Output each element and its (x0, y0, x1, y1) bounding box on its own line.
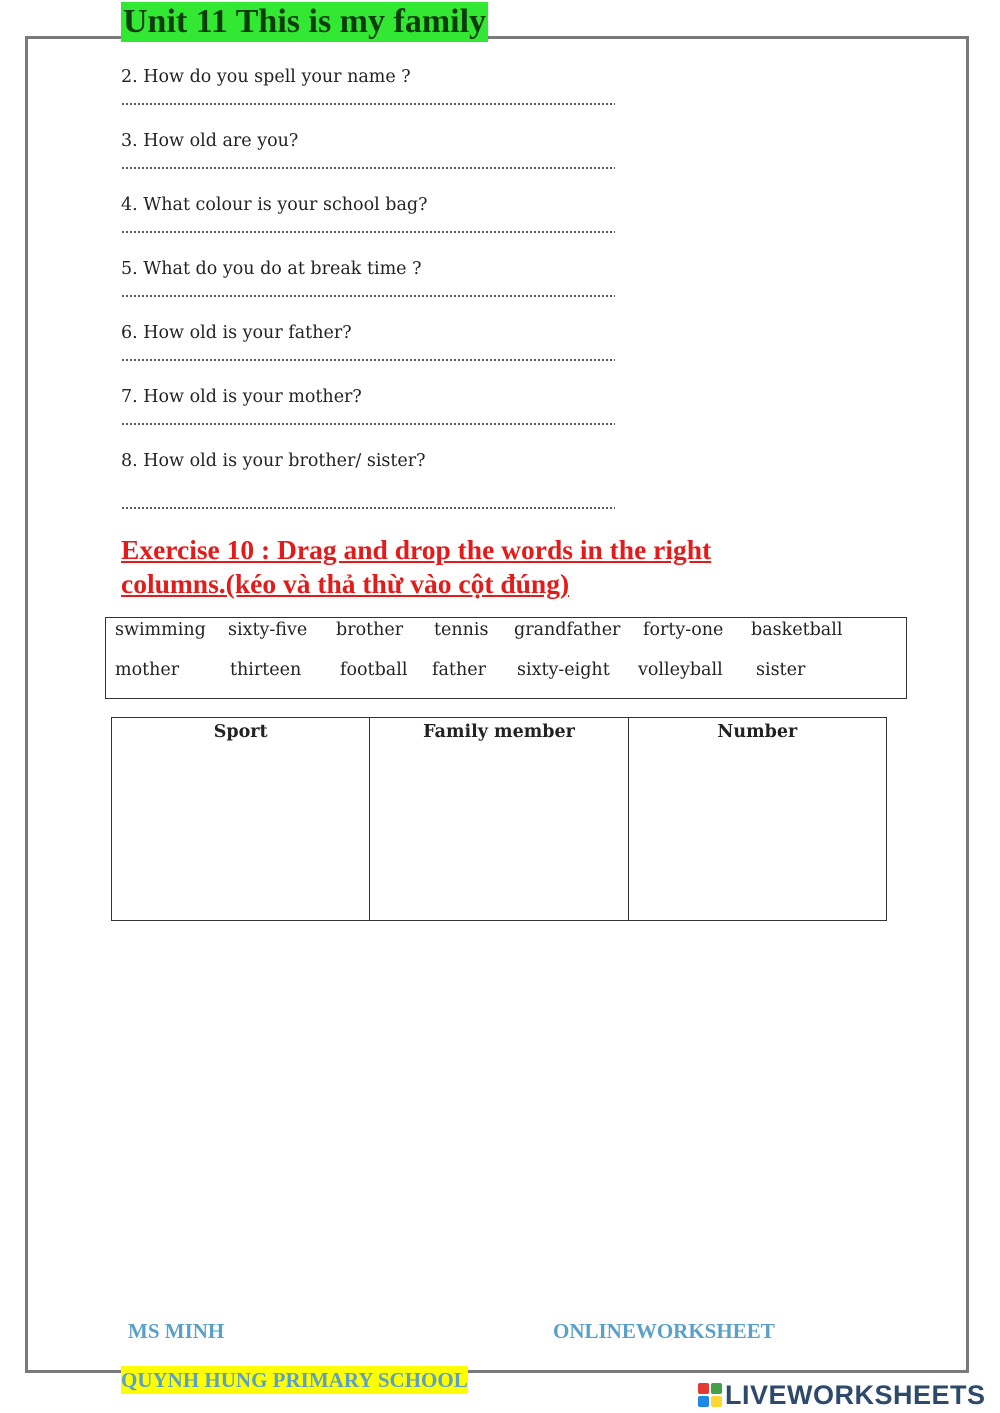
answer-line-7[interactable] (121, 422, 615, 426)
word-father[interactable]: father (432, 660, 486, 680)
word-basketball[interactable]: basketball (751, 620, 843, 640)
word-grandfather[interactable]: grandfather (514, 620, 621, 640)
sorting-table (111, 717, 887, 921)
question-3: 3. How old are you? (121, 131, 299, 151)
answer-line-8[interactable] (121, 506, 615, 510)
question-7: 7. How old is your mother? (121, 387, 362, 407)
drop-column-sport[interactable] (112, 718, 370, 920)
question-4: 4. What colour is your school bag? (121, 195, 428, 215)
word-forty-one[interactable]: forty-one (643, 620, 724, 640)
column-header-sport: Sport (213, 722, 268, 742)
page-title: Unit 11 This is my family (123, 3, 487, 40)
exercise-title: Exercise 10 : Drag and drop the words in the right columns.(kéo và thả thừ vào cột đúng) (121, 534, 712, 599)
word-brother[interactable]: brother (336, 620, 404, 640)
liveworksheets-wordmark: LIVEWORKSHEETS (725, 1379, 986, 1410)
answer-line-6[interactable] (121, 358, 615, 362)
word-sixty-eight[interactable]: sixty-eight (517, 660, 610, 680)
word-volleyball[interactable]: volleyball (638, 660, 723, 680)
answer-line-4[interactable] (121, 230, 615, 234)
answer-line-2[interactable] (121, 102, 615, 106)
word-bank (105, 617, 907, 699)
question-2: 2. How do you spell your name ? (121, 67, 411, 87)
question-6: 6. How old is your father? (121, 323, 352, 343)
column-header-family-member: Family member (423, 722, 575, 742)
column-header-number: Number (717, 722, 798, 742)
word-sixty-five[interactable]: sixty-five (228, 620, 308, 640)
question-5: 5. What do you do at break time ? (121, 259, 422, 279)
word-sister[interactable]: sister (756, 660, 806, 680)
footer-site: ONLINEWORKSHEET (553, 1319, 775, 1343)
word-swimming[interactable]: swimming (115, 620, 206, 640)
drop-column-family-member[interactable] (370, 718, 628, 920)
page-border (25, 36, 969, 1373)
word-football[interactable]: football (340, 660, 408, 680)
liveworksheets-logo-icon (697, 1382, 723, 1408)
word-thirteen[interactable]: thirteen (230, 660, 302, 680)
answer-line-3[interactable] (121, 166, 615, 170)
question-8: 8. How old is your brother/ sister? (121, 451, 426, 471)
footer-teacher: MS MINH (128, 1319, 225, 1343)
word-tennis[interactable]: tennis (434, 620, 489, 640)
drop-column-number[interactable] (629, 718, 886, 920)
liveworksheets-brand (697, 1378, 986, 1412)
answer-line-5[interactable] (121, 294, 615, 298)
word-mother[interactable]: mother (115, 660, 180, 680)
footer-school: QUYNH HUNG PRIMARY SCHOOL (121, 1368, 468, 1392)
